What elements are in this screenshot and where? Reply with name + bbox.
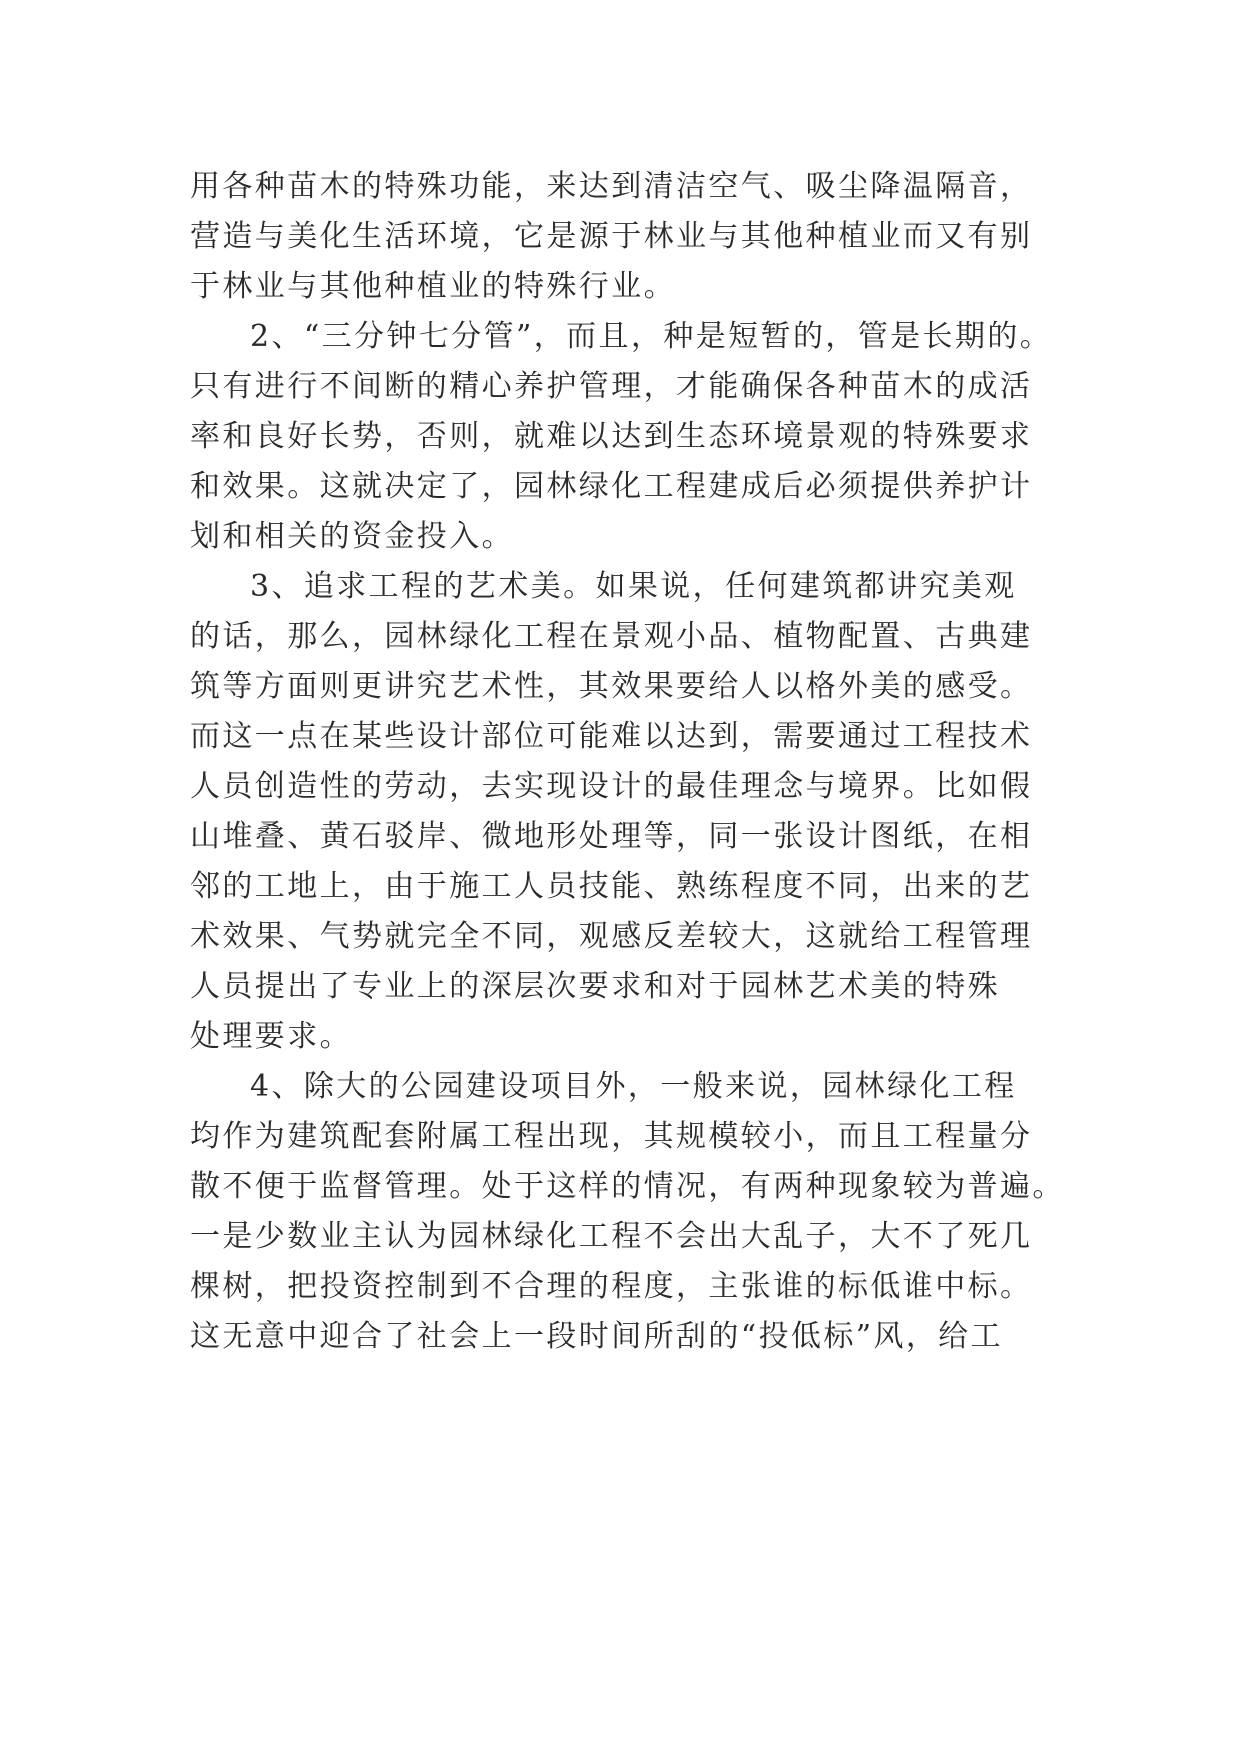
text-line-21: 散不便于监督管理。处于这样的情况，有两种现象较为普遍。 xyxy=(190,1169,1065,1204)
text-line-17: 人员提出了专业上的深层次要求和对于园林艺术美的特殊 xyxy=(190,969,1000,1004)
text-line-23: 棵树，把投资控制到不合理的程度，主张谁的标低谁中标。 xyxy=(190,1269,1033,1304)
text-line-10: 的话，那么，园林绿化工程在景观小品、植物配置、古典建 xyxy=(190,619,1033,654)
document-body xyxy=(190,162,1065,1362)
text-line-3: 于林业与其他种植业的特殊行业。 xyxy=(190,269,676,304)
text-line-19: 4、除大的公园建设项目外，一般来说，园林绿化工程 xyxy=(250,1069,1017,1104)
text-line-16: 术效果、气势就完全不同，观感反差较大，这就给工程管理 xyxy=(190,919,1033,954)
text-line-20: 均作为建筑配套附属工程出现，其规模较小，而且工程量分 xyxy=(190,1119,1033,1154)
text-line-24: 这无意中迎合了社会上一段时间所刮的“投低标”风，给工 xyxy=(190,1319,1004,1354)
text-line-15: 邻的工地上，由于施工人员技能、熟练程度不同，出来的艺 xyxy=(190,869,1033,904)
text-line-2: 营造与美化生活环境，它是源于林业与其他种植业而又有别 xyxy=(190,219,1033,254)
text-line-14: 山堆叠、黄石驳岸、微地形处理等，同一张设计图纸，在相 xyxy=(190,819,1033,854)
text-line-13: 人员创造性的劳动，去实现设计的最佳理念与境界。比如假 xyxy=(190,769,1033,804)
text-line-8: 划和相关的资金投入。 xyxy=(190,519,514,554)
text-line-22: 一是少数业主认为园林绿化工程不会出大乱子，大不了死几 xyxy=(190,1219,1033,1254)
text-line-7: 和效果。这就决定了，园林绿化工程建成后必须提供养护计 xyxy=(190,469,1033,504)
text-line-11: 筑等方面则更讲究艺术性，其效果要给人以格外美的感受。 xyxy=(190,669,1033,704)
text-line-1: 用各种苗木的特殊功能，来达到清洁空气、吸尘降温隔音， xyxy=(190,169,1033,204)
text-line-6: 率和良好长势，否则，就难以达到生态环境景观的特殊要求 xyxy=(190,419,1033,454)
text-line-12: 而这一点在某些设计部位可能难以达到，需要通过工程技术 xyxy=(190,719,1033,754)
text-line-4: 2、“三分钟七分管”，而且，种是短暂的，管是长期的。 xyxy=(250,319,1053,354)
text-line-9: 3、追求工程的艺术美。如果说，任何建筑都讲究美观 xyxy=(250,569,1017,604)
text-line-5: 只有进行不间断的精心养护管理，才能确保各种苗木的成活 xyxy=(190,369,1033,404)
text-line-18: 处理要求。 xyxy=(190,1019,352,1054)
